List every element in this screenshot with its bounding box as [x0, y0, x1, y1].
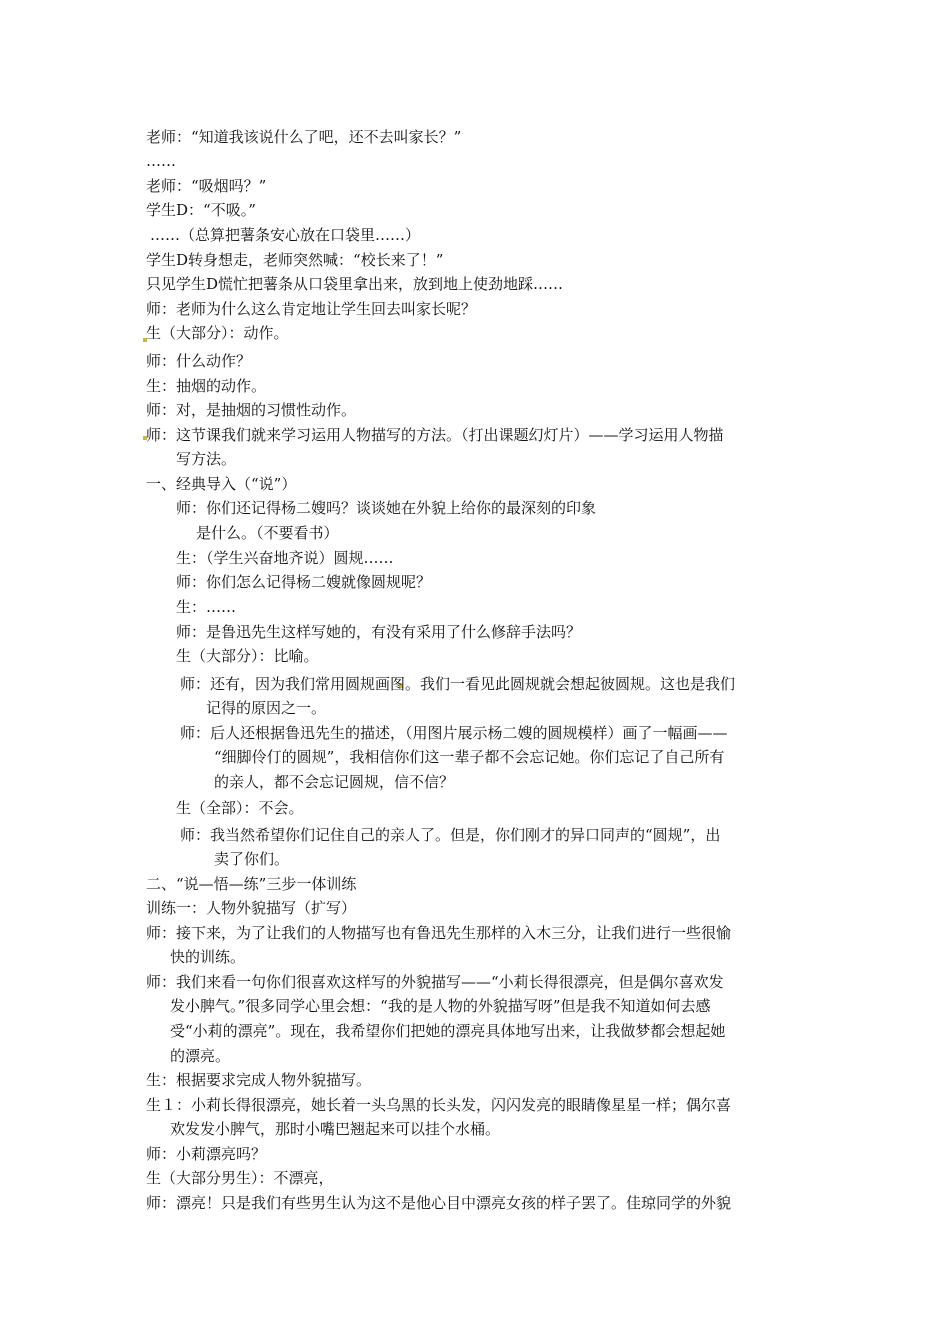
dialogue-line: 师：我们来看一句你们很喜欢这样写的外貌描写——“小莉长得很漂亮，但是偶尔喜欢发 [146, 973, 724, 991]
subsection-heading: 训练一：人物外貌描写（扩写） [146, 899, 357, 917]
dialogue-line-cont: 是什么。（不要看书） [196, 524, 339, 542]
dialogue-line: 生：（学生兴奋地齐说）圆规…… [176, 549, 394, 567]
dialogue-line-cont: “细脚伶仃的圆规”，我相信你们这一辈子都不会忘记她。你们忘记了自己所有 [214, 748, 725, 766]
narration-line: 只见学生D慌忙把薯条从口袋里拿出来，放到地上使劲地踩…… [146, 275, 564, 293]
section-heading: 一、经典导入（“说”） [146, 475, 297, 493]
dialogue-line: 师：还有，因为我们常用圆规画图。我们一看见此圆规就会想起彼圆规。这也是我们 [180, 675, 736, 693]
dialogue-line-cont: 欢发发小脾气，那时小嘴巴翘起来可以挂个水桶。 [170, 1120, 501, 1138]
dialogue-line-cont: 发小脾气。”很多同学心里会想：“我的是人物的外貌描写呀”但是我不知道如何去感 [170, 997, 711, 1015]
dialogue-line: 师：这节课我们就来学习运用人物描写的方法。（打出课题幻灯片）——学习运用人物描 [146, 426, 724, 444]
dialogue-line: 师：漂亮！只是我们有些男生认为这不是他心目中漂亮女孩的样子罢了。佳琼同学的外貌 [146, 1194, 732, 1212]
dialogue-line: 师：是鲁迅先生这样写她的，有没有采用了什么修辞手法吗？ [176, 623, 582, 641]
narration-line: ……（总算把薯条安心放在口袋里……） [150, 226, 421, 244]
dialogue-line: 生（大部分）：动作。 [146, 324, 289, 342]
dialogue-line: 师：我当然希望你们记住自己的亲人了。但是，你们刚才的异口同声的“圆规”，出 [180, 826, 721, 844]
dialogue-line: 师：你们还记得杨二嫂吗？谈谈她在外貌上给你的最深刻的印象 [176, 499, 597, 517]
dialogue-line: 师：后人还根据鲁迅先生的描述，（用图片展示杨二嫂的圆规模样）画了一幅画—— [180, 724, 728, 742]
dialogue-line: 师：老师为什么这么肯定地让学生回去叫家长呢？ [146, 300, 477, 318]
dialogue-line: 生（全部）：不会。 [176, 799, 304, 817]
dialogue-line: 生：根据要求完成人物外貌描写。 [146, 1071, 372, 1089]
dialogue-line: 师：接下来，为了让我们的人物描写也有鲁迅先生那样的入木三分，让我们进行一些很愉 [146, 924, 732, 942]
dialogue-line-cont: 写方法。 [176, 450, 237, 468]
dialogue-line: 生（大部分）：比喻。 [176, 647, 319, 665]
dialogue-line-cont: 快的训练。 [170, 948, 246, 966]
dialogue-line-cont: 卖了你们。 [214, 850, 290, 868]
ellipsis-line: …… [146, 152, 176, 170]
dialogue-line: 生１：小莉长得很漂亮，她长着一头乌黑的长头发，闪闪发亮的眼睛像星星一样；偶尔喜 [146, 1096, 732, 1114]
dialogue-line: 生（大部分男生）：不漂亮， [146, 1169, 334, 1187]
dialogue-line: 师：你们怎么记得杨二嫂就像圆规呢？ [176, 573, 432, 591]
dialogue-line-cont: 记得的原因之一。 [206, 699, 327, 717]
narration-line: 学生D转身想走，老师突然喊：“校长来了！” [146, 251, 444, 269]
dialogue-line: 生：抽烟的动作。 [146, 377, 267, 395]
dialogue-line-cont: 受“小莉的漂亮”。现在，我希望你们把她的漂亮具体地写出来，让我做梦都会想起她 [170, 1022, 726, 1040]
dialogue-line: 师：对，是抽烟的习惯性动作。 [146, 401, 357, 419]
dialogue-line: 生：…… [176, 598, 237, 616]
dialogue-line: 师：小莉漂亮吗？ [146, 1145, 267, 1163]
dialogue-line: 老师：“知道我该说什么了吧，还不去叫家长？” [146, 128, 462, 146]
dialogue-line: 师：什么动作？ [146, 352, 252, 370]
dialogue-line-cont: 的亲人，都不会忘记圆规，信不信？ [214, 773, 455, 791]
dialogue-line-cont: 的漂亮。 [170, 1047, 231, 1065]
dialogue-line: 学生D：“不吸。” [146, 201, 256, 219]
dialogue-line: 老师：“吸烟吗？” [146, 177, 267, 195]
section-heading: 二、“说—悟—练”三步一体训练 [146, 875, 357, 893]
